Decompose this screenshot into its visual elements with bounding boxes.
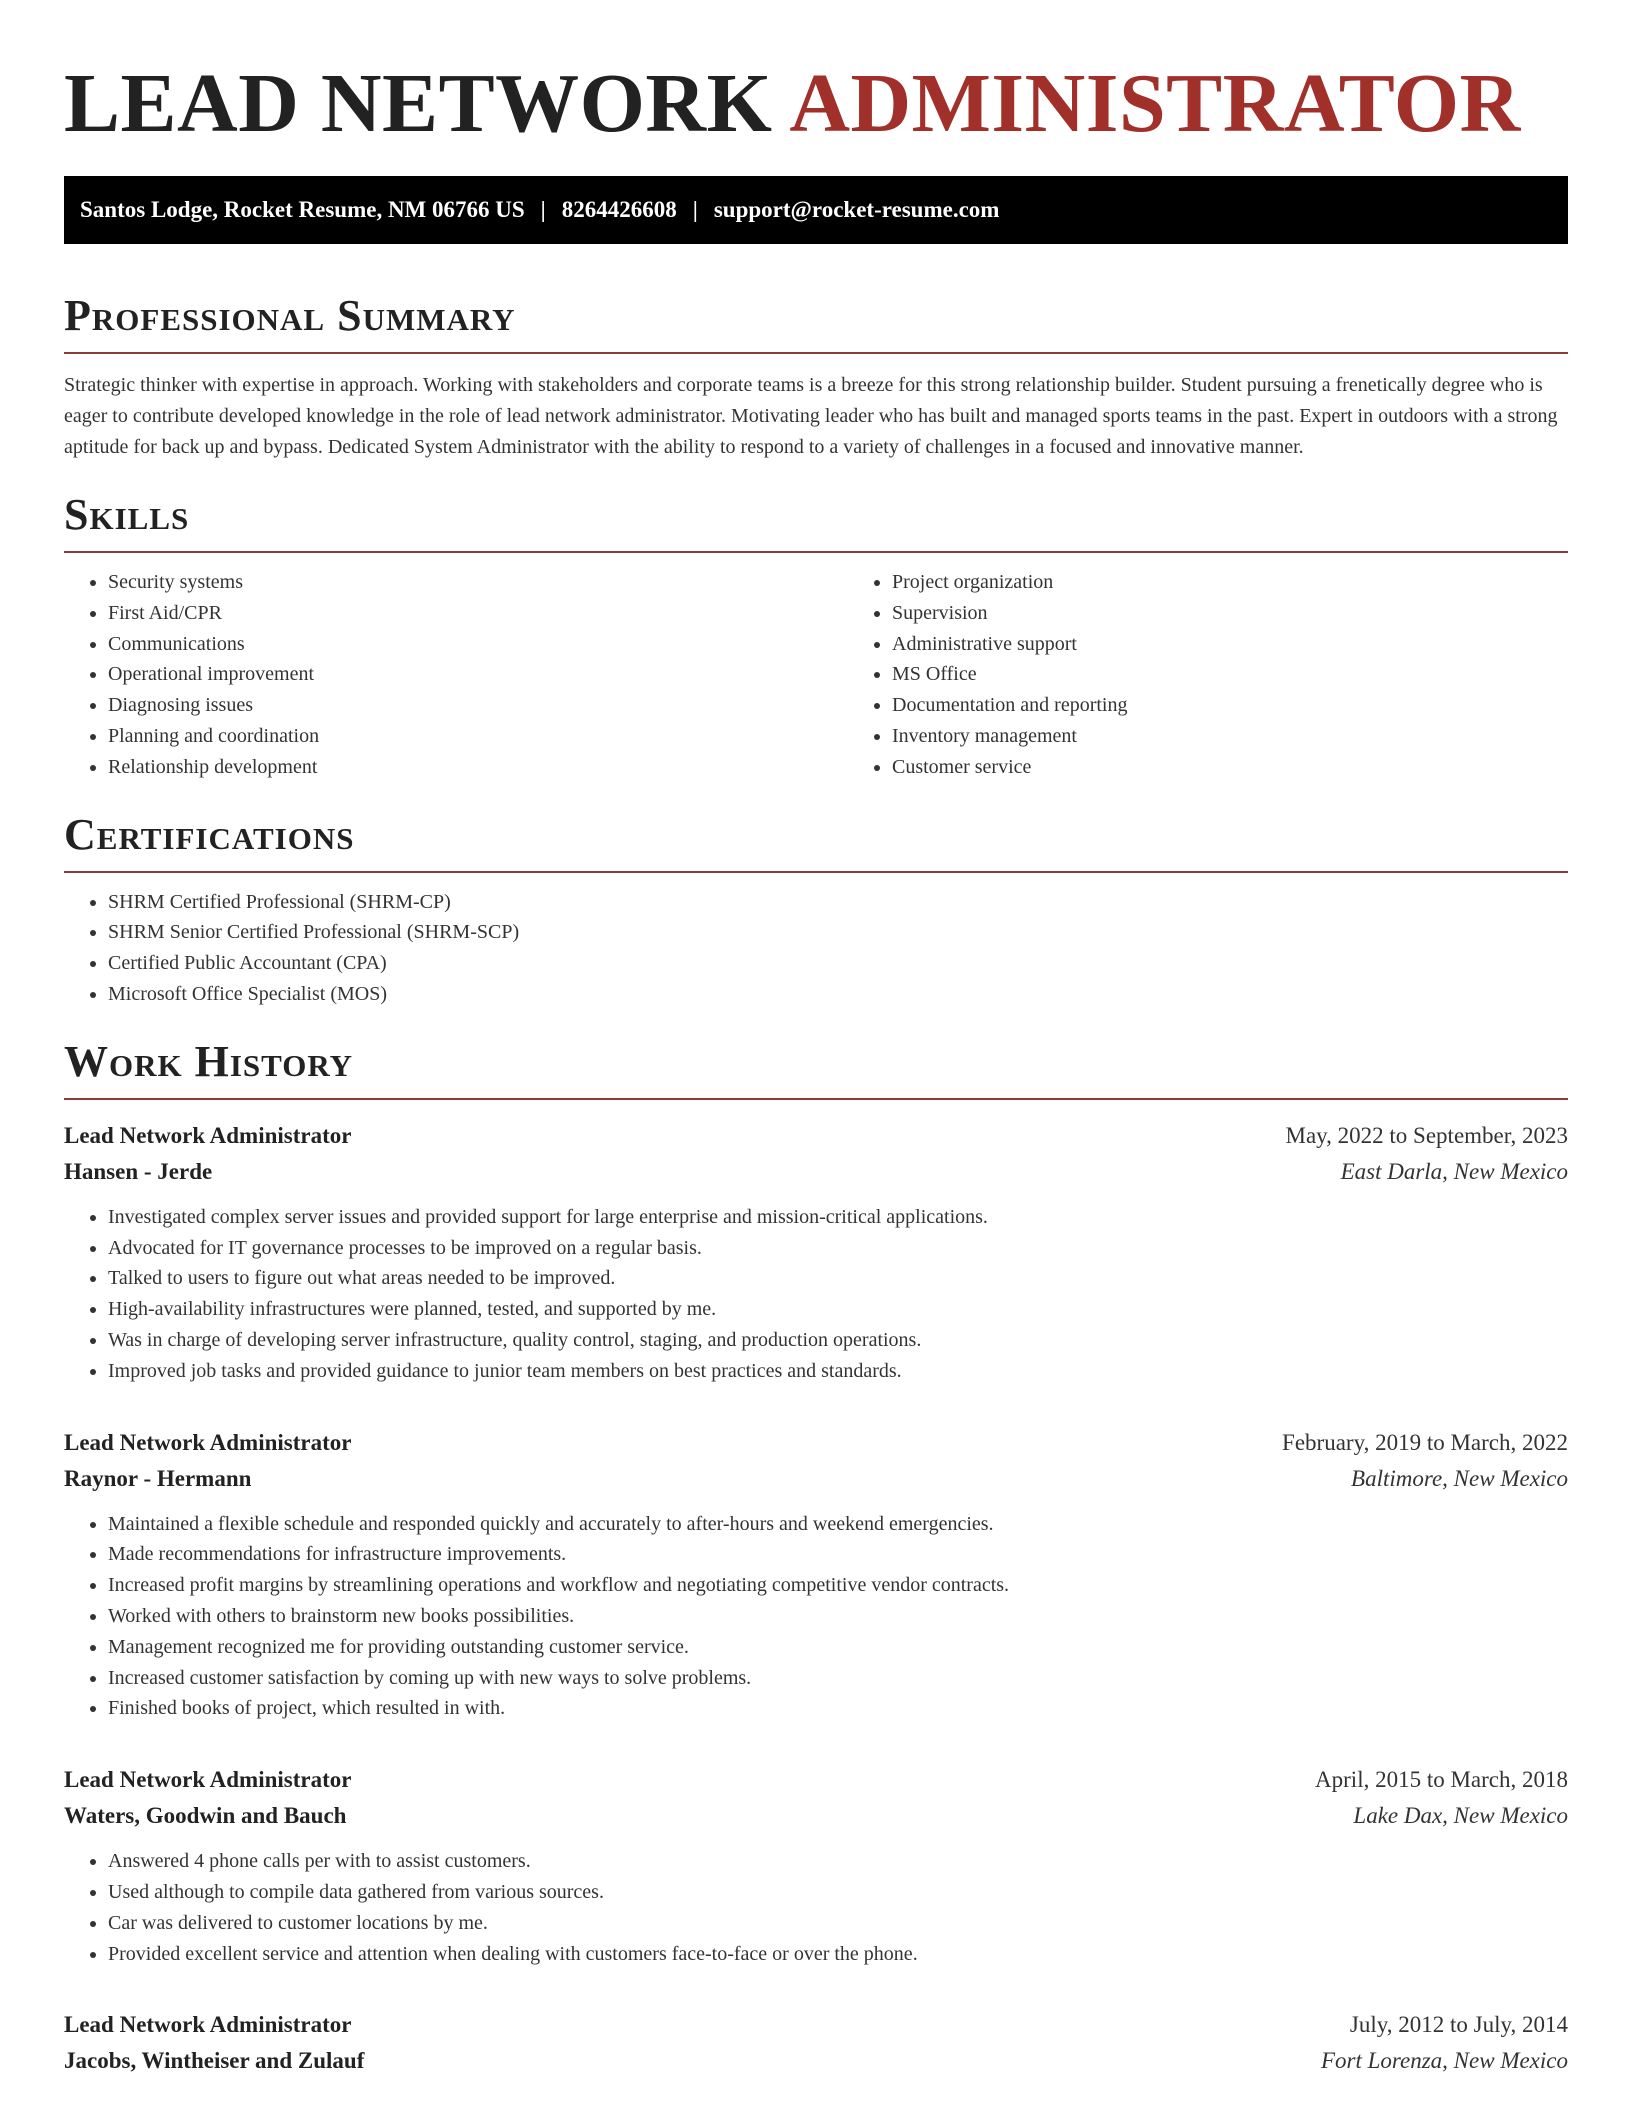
summary-text: Strategic thinker with expertise in approach. Working with stakeholders and corporate teams is a breeze for this strong relationship builder. Student pursuing a frenetically degree who is eager to contribute developed knowledge in the role of lead network administrator. Motivating leader who has built and managed sports teams in the past. Expert in outdoors with a strong aptitude for back up and bypass. Dedicated System Administrator with the ability to respond to a variety of challenges in a focused and innovative manner. bbox=[64, 374, 1558, 458]
job-bullet: • Made recommendations for infrastructure improvements. bbox=[108, 1539, 1568, 1570]
job-dates: July, 2012 to July, 2014 bbox=[1349, 2012, 1568, 2038]
job-bullets bbox=[64, 1846, 1568, 1969]
job-bullet: • Increased profit margins by streamlining operations and workflow and negotiating competitive vendor contracts. bbox=[108, 1570, 1568, 1601]
contact-separator: | bbox=[692, 197, 698, 222]
job-company: Raynor - Hermann bbox=[64, 1465, 252, 1491]
skill-item: • Communications bbox=[108, 629, 848, 660]
contact-bar bbox=[64, 176, 1568, 244]
job-company: Jacobs, Wintheiser and Zulauf bbox=[64, 2048, 365, 2074]
job-bullet: • Answered 4 phone calls per with to assist customers. bbox=[108, 1846, 1568, 1877]
job-bullet: • Used although to compile data gathered from various sources. bbox=[108, 1877, 1568, 1908]
job-header-row bbox=[64, 1762, 1568, 1798]
job-entry bbox=[64, 1425, 1568, 1725]
job-location: Fort Lorenza, New Mexico bbox=[1320, 2048, 1568, 2074]
job-title: Lead Network Administrator bbox=[64, 1429, 352, 1455]
job-header-row bbox=[64, 1118, 1568, 1154]
job-bullet: • Worked with others to brainstorm new books possibilities. bbox=[108, 1601, 1568, 1632]
skill-item: • First Aid/CPR bbox=[108, 598, 848, 629]
job-entry bbox=[64, 2007, 1568, 2079]
job-bullet: • Advocated for IT governance processes to be improved on a regular basis. bbox=[108, 1233, 1568, 1264]
job-header-row bbox=[64, 1425, 1568, 1461]
skill-item: • Documentation and reporting bbox=[892, 690, 1632, 721]
summary-section bbox=[64, 288, 1568, 463]
job-bullet: • Increased customer satisfaction by coming up with new ways to solve problems. bbox=[108, 1663, 1568, 1694]
contact-email: support@rocket-resume.com bbox=[713, 197, 1000, 222]
job-title: Lead Network Administrator bbox=[64, 1122, 352, 1148]
job-entry bbox=[64, 1118, 1568, 1387]
job-location: Lake Dax, New Mexico bbox=[1353, 1803, 1568, 1829]
certification-item: • SHRM Certified Professional (SHRM-CP) bbox=[108, 887, 1568, 918]
job-bullets bbox=[64, 1509, 1568, 1725]
job-location: Baltimore, New Mexico bbox=[1351, 1465, 1568, 1491]
skill-item: • Operational improvement bbox=[108, 659, 848, 690]
skill-item: • Administrative support bbox=[892, 629, 1632, 660]
job-company-row bbox=[64, 1461, 1568, 1497]
job-bullet: • Investigated complex server issues and provided support for large enterprise and mission-critical applications. bbox=[108, 1202, 1568, 1233]
job-header-row bbox=[64, 2007, 1568, 2043]
job-bullet: • Maintained a flexible schedule and responded quickly and accurately to after-hours and weekend emergencies. bbox=[108, 1509, 1568, 1540]
certification-item: • Microsoft Office Specialist (MOS) bbox=[108, 979, 1568, 1010]
job-bullet: • Provided excellent service and attention when dealing with customers face-to-face or over the phone. bbox=[108, 1939, 1568, 1970]
certifications-list bbox=[64, 887, 1568, 1010]
work-history-section bbox=[64, 1034, 1568, 2080]
certification-item: • SHRM Senior Certified Professional (SHRM-SCP) bbox=[108, 917, 1568, 948]
section-title-certifications: Certifications bbox=[64, 807, 1568, 873]
resume-name bbox=[64, 0, 1568, 152]
job-company-row bbox=[64, 1154, 1568, 1190]
job-company: Waters, Goodwin and Bauch bbox=[64, 1803, 347, 1829]
contact-address: Santos Lodge, Rocket Resume, NM 06766 US bbox=[80, 197, 525, 222]
skill-item: • Security systems bbox=[108, 567, 848, 598]
certification-item: • Certified Public Accountant (CPA) bbox=[108, 948, 1568, 979]
skill-item: • Project organization bbox=[892, 567, 1632, 598]
skill-item: • Inventory management bbox=[892, 721, 1632, 752]
skills-list-right bbox=[848, 567, 1632, 783]
skill-item: • MS Office bbox=[892, 659, 1632, 690]
job-bullet: • Talked to users to figure out what areas needed to be improved. bbox=[108, 1263, 1568, 1294]
job-bullet: • Management recognized me for providing outstanding customer service. bbox=[108, 1632, 1568, 1663]
name-first: LEAD NETWORK bbox=[64, 57, 773, 150]
job-title: Lead Network Administrator bbox=[64, 2012, 352, 2038]
skills-section bbox=[64, 487, 1568, 783]
contact-separator: | bbox=[540, 197, 546, 222]
skill-item: • Supervision bbox=[892, 598, 1632, 629]
name-last: ADMINISTRATOR bbox=[789, 57, 1521, 150]
job-bullet: • Car was delivered to customer locations by me. bbox=[108, 1908, 1568, 1939]
job-title: Lead Network Administrator bbox=[64, 1767, 352, 1793]
job-company-row bbox=[64, 1798, 1568, 1834]
skill-item: • Diagnosing issues bbox=[108, 690, 848, 721]
job-bullet: • High-availability infrastructures were planned, tested, and supported by me. bbox=[108, 1294, 1568, 1325]
job-dates: May, 2022 to September, 2023 bbox=[1285, 1122, 1568, 1148]
job-bullets bbox=[64, 1202, 1568, 1387]
section-title-skills: Skills bbox=[64, 487, 1568, 553]
skills-list-left bbox=[64, 567, 848, 783]
job-dates: April, 2015 to March, 2018 bbox=[1315, 1767, 1568, 1793]
job-bullet: • Improved job tasks and provided guidance to junior team members on best practices and standards. bbox=[108, 1356, 1568, 1387]
job-location: East Darla, New Mexico bbox=[1340, 1158, 1568, 1184]
section-title-work-history: Work History bbox=[64, 1034, 1568, 1100]
job-bullet: • Was in charge of developing server infrastructure, quality control, staging, and production operations. bbox=[108, 1325, 1568, 1356]
job-dates: February, 2019 to March, 2022 bbox=[1282, 1429, 1568, 1455]
job-entry bbox=[64, 1762, 1568, 1969]
contact-phone: 8264426608 bbox=[561, 197, 677, 222]
section-title-summary: Professional Summary bbox=[64, 288, 1568, 354]
skill-item: • Customer service bbox=[892, 752, 1632, 783]
skill-item: • Planning and coordination bbox=[108, 721, 848, 752]
job-company: Hansen - Jerde bbox=[64, 1158, 213, 1184]
certifications-section bbox=[64, 807, 1568, 1010]
job-company-row bbox=[64, 2043, 1568, 2079]
skills-columns bbox=[64, 553, 1568, 783]
job-bullet: • Finished books of project, which resulted in with. bbox=[108, 1693, 1568, 1724]
skill-item: • Relationship development bbox=[108, 752, 848, 783]
